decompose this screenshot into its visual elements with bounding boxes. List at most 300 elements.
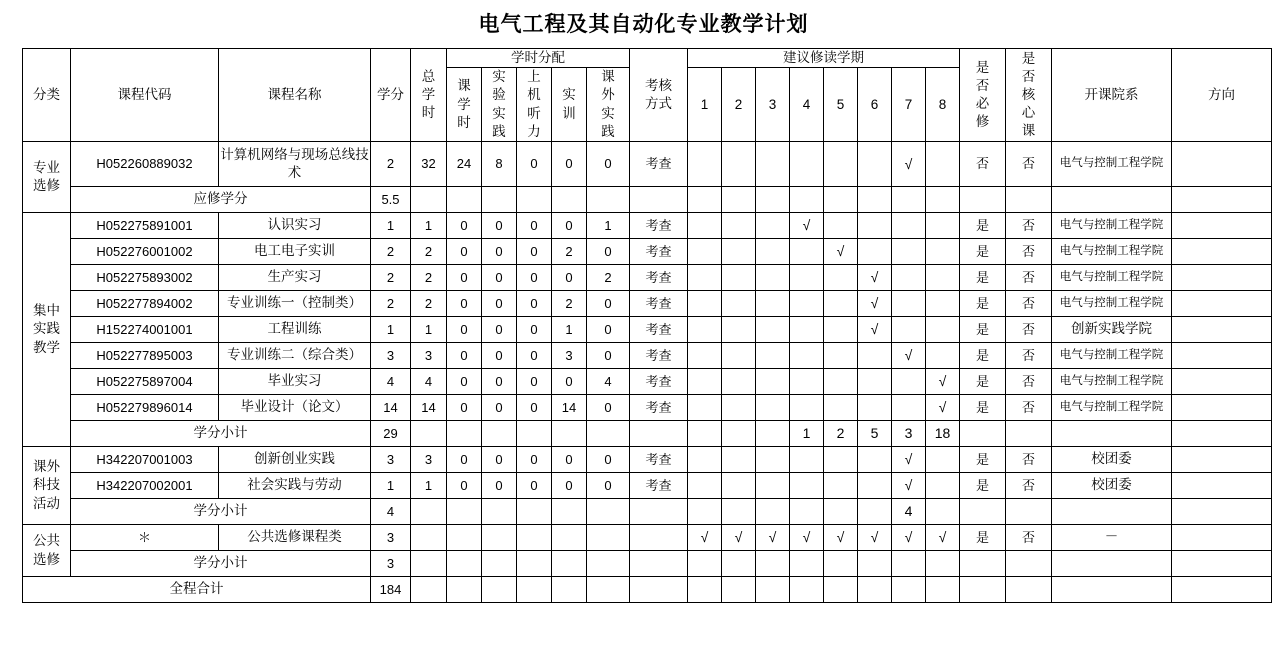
row-semester-6: √ [858,265,892,291]
teaching-plan-table-wrapper [0,48,1287,603]
row-extra-hours: 0 [587,343,630,369]
row-semester-4 [790,395,824,421]
row-extra-hours: 0 [587,291,630,317]
row-direction [1172,317,1272,343]
row-semester-8 [926,187,960,213]
row-class-hours [447,551,482,577]
header-hours-group: 学时分配 [447,49,630,68]
row-semester-5 [824,369,858,395]
row-dept: 校团委 [1052,447,1172,473]
row-direction [1172,239,1272,265]
row-semester-8 [926,317,960,343]
row-semester-7: 3 [892,421,926,447]
row-semester-1 [688,577,722,603]
header-semester-8: 8 [926,68,960,142]
row-semester-4: 1 [790,421,824,447]
row-semester-6 [858,473,892,499]
table-row [23,395,1272,421]
row-direction [1172,499,1272,525]
row-training-hours: 0 [552,473,587,499]
row-class-hours: 0 [447,265,482,291]
row-dept: 电气与控制工程学院 [1052,142,1172,187]
row-course-code: H052279896014 [71,395,219,421]
row-course-code: H052276001002 [71,239,219,265]
row-total-hours [411,577,447,603]
row-semester-3 [756,369,790,395]
row-training-hours [552,421,587,447]
row-extra-hours: 0 [587,142,630,187]
row-semester-2 [722,142,756,187]
header-semester-1: 1 [688,68,722,142]
row-semester-1 [688,343,722,369]
row-total-hours: 1 [411,473,447,499]
row-exam-mode: 考查 [630,291,688,317]
row-course-name: 工程训练 [219,317,371,343]
row-semester-8 [926,142,960,187]
row-training-hours: 3 [552,343,587,369]
header-lab-hours: 实 验 实 践 [482,68,517,142]
row-required: 是 [960,525,1006,551]
row-class-hours: 0 [447,473,482,499]
row-semester-4 [790,577,824,603]
row-semester-6 [858,369,892,395]
row-total-hours [411,421,447,447]
header-dept: 开课院系 [1052,49,1172,142]
header-semester-group: 建议修读学期 [688,49,960,68]
row-semester-1 [688,447,722,473]
row-exam-mode: 考查 [630,343,688,369]
row-direction [1172,187,1272,213]
row-lab-hours: 0 [482,447,517,473]
row-class-hours: 0 [447,343,482,369]
row-computer-hours: 0 [517,239,552,265]
row-dept: 电气与控制工程学院 [1052,265,1172,291]
row-semester-5 [824,577,858,603]
row-semester-6 [858,213,892,239]
header-semester-3: 3 [756,68,790,142]
row-semester-3 [756,499,790,525]
row-semester-2: √ [722,525,756,551]
table-row [23,291,1272,317]
row-semester-5 [824,142,858,187]
row-training-hours [552,525,587,551]
row-course-code: H052277894002 [71,291,219,317]
row-credits: 3 [371,343,411,369]
row-semester-4: √ [790,525,824,551]
row-credits: 29 [371,421,411,447]
row-semester-2 [722,265,756,291]
header-category: 分类 [23,49,71,142]
row-semester-1 [688,187,722,213]
row-core: 否 [1006,525,1052,551]
row-lab-hours: 0 [482,369,517,395]
row-semester-5 [824,343,858,369]
row-credits: 2 [371,142,411,187]
row-required: 是 [960,239,1006,265]
row-dept [1052,577,1172,603]
row-lab-hours [482,499,517,525]
row-exam-mode: 考查 [630,473,688,499]
row-semester-4 [790,239,824,265]
row-total-hours: 2 [411,291,447,317]
row-core [1006,499,1052,525]
row-total-hours: 3 [411,447,447,473]
row-core: 否 [1006,473,1052,499]
row-semester-2 [722,577,756,603]
row-computer-hours: 0 [517,291,552,317]
row-course-code: H052277895003 [71,343,219,369]
row-lab-hours: 0 [482,317,517,343]
row-class-hours: 24 [447,142,482,187]
row-semester-4 [790,473,824,499]
row-total-hours: 1 [411,317,447,343]
row-exam-mode: 考查 [630,265,688,291]
row-class-hours: 0 [447,291,482,317]
row-training-hours [552,187,587,213]
row-semester-7: 4 [892,499,926,525]
header-extra-hours: 课 外 实 践 [587,68,630,142]
row-direction [1172,551,1272,577]
row-semester-8 [926,551,960,577]
row-semester-2 [722,213,756,239]
table-row-subtotal [23,499,1272,525]
row-course-name: 社会实践与劳动 [219,473,371,499]
row-computer-hours: 0 [517,142,552,187]
header-exam-mode: 考核 方式 [630,49,688,142]
row-core: 否 [1006,369,1052,395]
row-core: 否 [1006,291,1052,317]
table-row [23,142,1272,187]
row-exam-mode: 考查 [630,317,688,343]
table-row [23,265,1272,291]
row-direction [1172,213,1272,239]
row-required [960,551,1006,577]
header-semester-4: 4 [790,68,824,142]
row-required [960,187,1006,213]
row-semester-4 [790,291,824,317]
row-semester-7 [892,213,926,239]
row-required: 是 [960,265,1006,291]
row-semester-1 [688,369,722,395]
row-semester-5: 2 [824,421,858,447]
row-total-hours [411,551,447,577]
row-computer-hours: 0 [517,317,552,343]
row-semester-3 [756,291,790,317]
row-course-code: H052275893002 [71,265,219,291]
header-training-hours: 实 训 [552,68,587,142]
row-dept: － [1052,525,1172,551]
row-lab-hours [482,577,517,603]
row-computer-hours [517,551,552,577]
header-credits: 学分 [371,49,411,142]
row-training-hours: 0 [552,213,587,239]
header-semester-5: 5 [824,68,858,142]
row-credits: 2 [371,265,411,291]
row-semester-5 [824,499,858,525]
header-required: 是 否 必 修 [960,49,1006,142]
table-row-grand-total [23,577,1272,603]
row-class-hours [447,499,482,525]
row-semester-5 [824,447,858,473]
row-direction [1172,577,1272,603]
row-core [1006,187,1052,213]
row-semester-4 [790,369,824,395]
row-required: 是 [960,447,1006,473]
row-semester-7 [892,291,926,317]
header-direction: 方向 [1172,49,1272,142]
row-semester-1 [688,142,722,187]
row-computer-hours: 0 [517,447,552,473]
row-extra-hours: 2 [587,265,630,291]
row-core [1006,551,1052,577]
row-semester-6: √ [858,291,892,317]
row-credits: 3 [371,525,411,551]
row-semester-5 [824,291,858,317]
table-row [23,239,1272,265]
row-course-code: H052275891001 [71,213,219,239]
row-semester-3 [756,551,790,577]
row-exam-mode: 考查 [630,213,688,239]
row-training-hours: 0 [552,142,587,187]
row-total-hours: 32 [411,142,447,187]
row-computer-hours: 0 [517,369,552,395]
row-total-hours [411,499,447,525]
row-semester-3 [756,187,790,213]
row-semester-6 [858,239,892,265]
row-semester-6: √ [858,525,892,551]
row-lab-hours: 0 [482,473,517,499]
row-course-code: H052275897004 [71,369,219,395]
row-credits: 3 [371,447,411,473]
row-credits: 2 [371,291,411,317]
row-semester-3: √ [756,525,790,551]
row-class-hours [447,421,482,447]
row-total-hours [411,187,447,213]
row-course-code: ＊ [71,525,219,551]
row-credits: 3 [371,551,411,577]
row-training-hours: 2 [552,291,587,317]
row-semester-5 [824,473,858,499]
row-semester-3 [756,213,790,239]
row-semester-4 [790,499,824,525]
row-required: 是 [960,213,1006,239]
row-extra-hours [587,551,630,577]
row-exam-mode: 考查 [630,369,688,395]
row-lab-hours: 0 [482,291,517,317]
header-total-hours: 总 学 时 [411,49,447,142]
row-core: 否 [1006,142,1052,187]
row-direction [1172,525,1272,551]
row-required: 是 [960,395,1006,421]
row-semester-4: √ [790,213,824,239]
row-extra-hours: 0 [587,447,630,473]
row-semester-2 [722,343,756,369]
row-direction [1172,142,1272,187]
row-semester-6 [858,395,892,421]
row-semester-4 [790,187,824,213]
row-semester-4 [790,447,824,473]
row-subtotal-label: 学分小计 [71,499,371,525]
row-semester-1 [688,395,722,421]
row-lab-hours [482,421,517,447]
header-core: 是 否 核 心 课 [1006,49,1052,142]
row-direction [1172,421,1272,447]
row-lab-hours: 0 [482,343,517,369]
row-credits: 1 [371,317,411,343]
row-extra-hours: 0 [587,239,630,265]
row-extra-hours: 0 [587,317,630,343]
row-semester-8 [926,473,960,499]
row-category: 集中 实践 教学 [23,213,71,447]
table-row [23,213,1272,239]
row-lab-hours [482,551,517,577]
row-class-hours: 0 [447,239,482,265]
teaching-plan-table [22,48,1272,603]
table-row-subtotal [23,551,1272,577]
row-semester-8: 18 [926,421,960,447]
row-semester-2 [722,421,756,447]
row-extra-hours [587,421,630,447]
row-semester-1 [688,499,722,525]
row-semester-7 [892,577,926,603]
row-credits: 4 [371,499,411,525]
header-class-hours: 课 学 时 [447,68,482,142]
row-class-hours [447,525,482,551]
row-extra-hours [587,187,630,213]
row-semester-7 [892,551,926,577]
row-training-hours: 14 [552,395,587,421]
row-computer-hours [517,525,552,551]
row-lab-hours: 0 [482,239,517,265]
row-semester-5 [824,213,858,239]
row-course-name: 认识实习 [219,213,371,239]
row-total-hours: 2 [411,239,447,265]
header-course-code: 课程代码 [71,49,219,142]
row-semester-3 [756,473,790,499]
row-semester-5 [824,265,858,291]
row-semester-8 [926,239,960,265]
header-computer-hours: 上 机 听 力 [517,68,552,142]
row-direction [1172,291,1272,317]
row-semester-3 [756,142,790,187]
row-training-hours: 0 [552,369,587,395]
row-computer-hours: 0 [517,395,552,421]
row-grand-total-label: 全程合计 [23,577,371,603]
row-class-hours [447,577,482,603]
row-class-hours: 0 [447,369,482,395]
row-extra-hours: 1 [587,213,630,239]
row-lab-hours: 0 [482,265,517,291]
row-class-hours: 0 [447,213,482,239]
row-semester-3 [756,421,790,447]
header-semester-2: 2 [722,68,756,142]
row-semester-5 [824,187,858,213]
row-course-name: 公共选修课程类 [219,525,371,551]
row-semester-8 [926,447,960,473]
header-semester-7: 7 [892,68,926,142]
table-row [23,343,1272,369]
row-exam-mode [630,577,688,603]
row-semester-6 [858,577,892,603]
row-credits: 14 [371,395,411,421]
row-required: 是 [960,317,1006,343]
row-exam-mode: 考查 [630,395,688,421]
table-header-row-1 [23,49,1272,68]
row-core: 否 [1006,395,1052,421]
row-semester-7 [892,187,926,213]
row-semester-8 [926,499,960,525]
row-required: 是 [960,369,1006,395]
row-subtotal-label: 应修学分 [71,187,371,213]
row-computer-hours [517,499,552,525]
table-row-subtotal [23,421,1272,447]
row-semester-3 [756,395,790,421]
row-training-hours [552,499,587,525]
row-computer-hours [517,187,552,213]
row-semester-3 [756,343,790,369]
row-course-name: 专业训练一（控制类） [219,291,371,317]
row-semester-6 [858,142,892,187]
row-total-hours [411,525,447,551]
row-class-hours [447,187,482,213]
row-semester-2 [722,447,756,473]
row-dept: 电气与控制工程学院 [1052,213,1172,239]
row-computer-hours [517,421,552,447]
row-semester-6 [858,551,892,577]
row-computer-hours: 0 [517,265,552,291]
row-semester-1 [688,551,722,577]
row-semester-3 [756,447,790,473]
row-semester-2 [722,499,756,525]
row-credits: 5.5 [371,187,411,213]
row-semester-4 [790,551,824,577]
row-semester-3 [756,317,790,343]
row-lab-hours [482,187,517,213]
row-semester-8: √ [926,525,960,551]
row-extra-hours [587,577,630,603]
header-semester-6: 6 [858,68,892,142]
row-semester-8: √ [926,369,960,395]
row-semester-7 [892,395,926,421]
row-semester-2 [722,187,756,213]
row-semester-7: √ [892,447,926,473]
row-course-name: 毕业设计（论文） [219,395,371,421]
row-semester-2 [722,473,756,499]
row-core [1006,421,1052,447]
row-lab-hours [482,525,517,551]
row-direction [1172,395,1272,421]
row-lab-hours: 0 [482,213,517,239]
row-subtotal-label: 学分小计 [71,421,371,447]
row-semester-5 [824,551,858,577]
row-required [960,421,1006,447]
row-dept: 电气与控制工程学院 [1052,291,1172,317]
row-semester-7: √ [892,473,926,499]
row-computer-hours [517,577,552,603]
row-course-name: 创新创业实践 [219,447,371,473]
row-total-hours: 4 [411,369,447,395]
row-semester-8 [926,291,960,317]
row-dept [1052,499,1172,525]
row-semester-7: √ [892,525,926,551]
row-credits: 2 [371,239,411,265]
header-course-name: 课程名称 [219,49,371,142]
row-computer-hours: 0 [517,213,552,239]
row-semester-8 [926,213,960,239]
row-lab-hours: 0 [482,395,517,421]
row-direction [1172,343,1272,369]
row-lab-hours: 8 [482,142,517,187]
